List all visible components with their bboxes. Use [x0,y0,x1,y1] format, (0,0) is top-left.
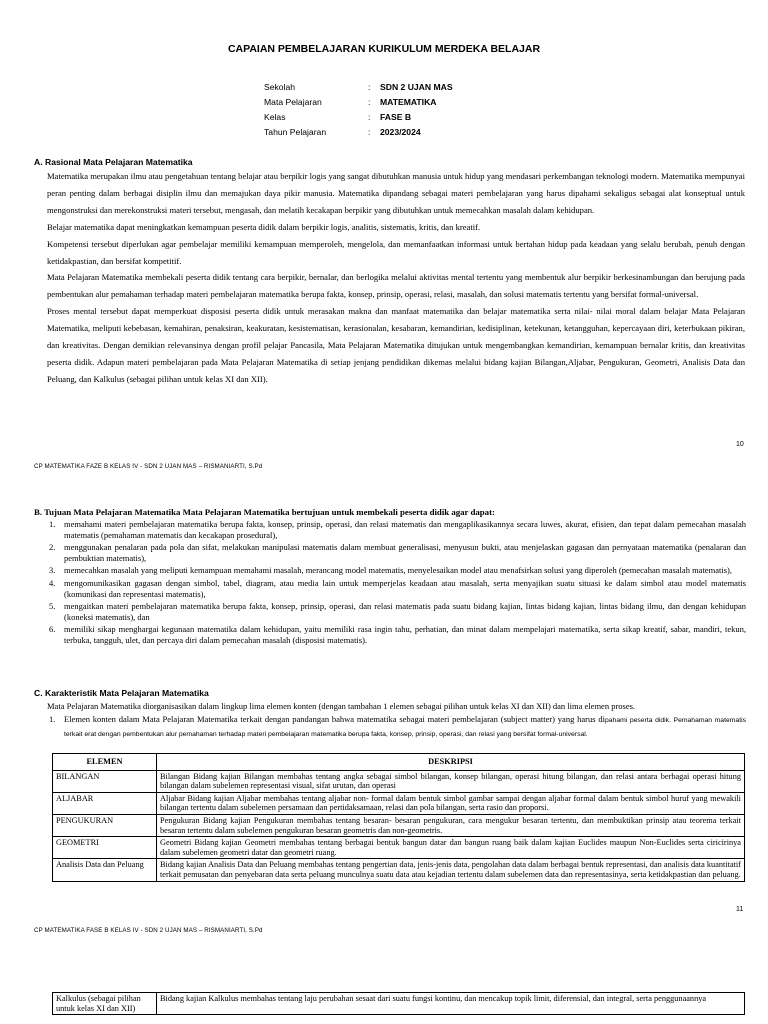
school-info-table [264,79,453,140]
item-number: 3. [49,565,56,576]
deskripsi-cell: Bilangan Bidang kajian Bilangan membahas tentang angka sebagai simbol bilangan, konsep bilangan, operasi hitung bilangan, dan relasi antara berbagai operasi hitung bilangan dalam subelemen representasi visual, sifat urutan, dan operasi [157,770,745,792]
info-row-tahun-pelajaran [264,125,453,140]
item-text: mengaitkan materi pembelajaran matematika berupa fakta, konsep, prinsip, operasi, dan relasi matematis pada suatu bidang kajian, lintas bidang kajian, lintas bidang ilmu, dan dengan kehidupan (koneksi matematis), dan [64,600,746,622]
list-item [49,519,746,541]
item-number: 2. [49,542,56,553]
deskripsi-cell: Pengukuran Bidang kajian Pengukuran membahas tentang besaran- besaran pengukuran, cara mengukur besaran tertentu, dan membuktikan prinsip atau teorema terkait besaran tertentu dalam subelemen pengukuran besaran geometris dan non-geometris. [157,814,745,836]
elemen-cell: PENGUKURAN [53,814,157,836]
content-element-item [49,713,746,741]
section-b-heading: B. Tujuan Mata Pelajaran Matematika Mata Pelajaran Matematika bertujuan untuk membekali peserta didik agar dapat: [34,507,495,517]
info-label: Kelas [264,111,286,122]
info-colon: : [368,81,371,92]
info-colon: : [368,96,371,107]
section-a-heading: A. Rasional Mata Pelajaran Matematika [34,157,193,167]
paragraph: Belajar matematika dapat meningkatkan kemampuan peserta didik dalam berpikir logis, analitis, sistematis, kritis, dan kreatif. [47,221,481,232]
column-header-elemen: ELEMEN [53,754,157,771]
column-header-deskripsi: DESKRIPSI [157,754,745,771]
table-row [53,993,745,1015]
info-value: MATEMATIKA [380,96,437,107]
paragraph: Matematika merupakan ilmu atau pengetahuan tentang belajar atau berpikir logis yang sangat dibutuhkan manusia untuk hidup yang mendasari perkembangan teknologi modern. Matematika mempunyai peran penting dalam berbagai disiplin ilmu dan memajukan daya pikir manusia. Matematika dipandang sebagai materi pembelajaran yang harus dipahami sekaligus sebagai alat konseptual untuk mengonstruksi dan merekonstruksi materi tersebut, mengasah, dan melatih kecakapan berpikir yang dibutuhkan untuk memecahkan masalah dalam kehidupan. [47,171,745,215]
table-row [53,770,745,792]
info-value: FASE B [380,111,412,122]
table-header-row [53,754,745,771]
item-text: mengomunikasikan gagasan dengan simbol, tabel, diagram, atau media lain untuk memperjelas keadaan atau masalah, serta menyajikan suatu situasi ke dalam simbol atau model matematis (komunikasi dan representasi matematis), [64,577,746,599]
objectives-list [49,519,746,647]
section-a-body [47,168,745,388]
item-text: memecahkan masalah yang meliputi kemampuan memahami masalah, merancang model matematis, menyelesaikan model atau menafsirkan solusi yang diperoleh (pemecahan masalah matematis), [64,565,732,576]
deskripsi-cell: Bidang kajian Analisis Data dan Peluang membahas tentang pengertian data, jenis-jenis data, pengolahan data dalam berbagai bentuk representasi, dan analisis data kuantitatif terkait pemusatan dan penyebaran data serta peluang munculnya suatu data atau kejadian tertentu dalam subelemen data dan representasinya, serta ketidakpastian dan peluang. [157,859,745,881]
paragraph: Mata Pelajaran Matematika membekali peserta didik tentang cara berpikir, bernalar, dan berlogika melalui aktivitas mental tertentu yang membentuk alur berpikir berkesinambungan dan berujung pada pembentukan alur pemahaman terhadap materi pembelajaran matematika berupa fakta, konsep, prinsip, operasi, relasi, masalah, dan solusi matematis tertentu yang bersifat formal-universal. [47,272,745,300]
deskripsi-cell: Aljabar Bidang kajian Aljabar membahas tentang aljabar non- formal dalam bentuk simbol gambar sampai dengan aljabar formal dalam bentuk simbol huruf yang mewakili bilangan tertentu dalam subelemen persamaan dan pertidaksamaan, relasi dan pola bilangan, serta rasio dan proporsi. [157,792,745,814]
item-text: memahami materi pembelajaran matematika berupa fakta, konsep, prinsip, operasi, dan relasi matematis dan mengaplikasikannya secara luwes, akurat, efisien, dan tepat dalam pemecahan masalah matematis (pemahaman matematis dan kecakapan prosedural), [64,519,746,540]
paragraph: Kompetensi tersebut diperlukan agar pembelajar memiliki kemampuan memperoleh, mengelola, dan memanfaatkan informasi untuk bertahan hidup pada keadaan yang selalu berubah, penuh dengan ketidakpastian, dan bersifat kompetitif. [47,238,745,266]
page-footer: CP MATEMATIKA FAZE B KELAS IV - SDN 2 UJAN MAS – RISMANIARTI, S.Pd [34,463,263,470]
info-row-mata-pelajaran [264,94,453,109]
deskripsi-cell: Bidang kajian Kalkulus membahas tentang laju perubahan sesaat dari suatu fungsi kontinu, dan mencakup topik limit, diferensial, dan integral, serta penggunaannya [157,993,745,1015]
item-text: menggunakan penalaran pada pola dan sifat, melakukan manipulasi matematis dalam membuat generalisasi, menyusun bukti, atau menjelaskan gagasan dan pernyataan matematika (penalaran dan pembuktian matematis), [64,542,746,564]
item-number: 4. [49,577,56,588]
elemen-cell: GEOMETRI [53,837,157,859]
info-value: 2023/2024 [380,127,421,138]
item-text [64,713,746,741]
table-row [53,859,745,881]
item-text-main: Elemen konten dalam Mata Pelajaran Matematika terkait dengan pandangan bahwa matematika sebagai materi pembelajaran (subject matter) yang harus di [64,714,605,724]
info-row-sekolah [264,79,453,94]
table-row [53,814,745,836]
item-number: 1. [49,519,56,529]
section-c-intro: Mata Pelajaran Matematika diorganisasikan dalam lingkup lima elemen konten (dengan tambahan 1 elemen sebagai pilihan untuk kelas XI dan XII) dan lima elemen proses. [47,701,636,711]
item-number: 5. [49,600,56,611]
list-item [49,565,746,576]
paragraph: Proses mental tersebut dapat memperkuat disposisi peserta didik untuk merasakan makna dan manfaat matematika dan belajar matematika serta nilai- nilai moral dalam belajar Mata Pelajaran Matematika, meliputi kebebasan, kemahiran, penaksiran, keakuratan, kesistematisan, kerasionalan, kesabaran, kemandirian, kedisiplinan, ketekunan, ketangguhan, kepercayaan diri, keterbukaan pikiran, dan kreativitas. Dengan demikian relevansinya dengan profil pelajar Pancasila, Mata Pelajaran Matematika ditujukan untuk mengembangkan kemandirian, kemampuan bernalar kritis, dan kreativitas peserta didik. Adapun materi pembelajaran pada Mata Pelajaran Matematika di setiap jenjang pendidikan dikemas melalui bidang kajian Bilangan,Aljabar, Pengukuran, Geometri, Analisis Data dan Peluang, dan Kalkulus (sebagai pilihan untuk kelas XI dan XII). [47,306,745,384]
elemen-table-continued [52,992,745,1015]
document-title: CAPAIAN PEMBELAJARAN KURIKULUM MERDEKA BELAJAR [227,43,541,55]
table-row [53,837,745,859]
elemen-table [52,753,745,882]
info-label: Sekolah [264,81,296,92]
item-text-small: pahami peserta didik. Pemahaman matematis terkait erat dengan pembentukan alur pemahaman terhadap materi pembelajaran matematika berupa fakta, konsep, prinsip, operasi, dan relasi yang bersifat formal-universal. [64,717,746,738]
info-label: Mata Pelajaran [264,96,322,107]
item-text: memiliki sikap menghargai kegunaan matematika dalam kehidupan, yaitu memiliki rasa ingin tahu, perhatian, dan minat dalam mempelajari matematika, serta sikap kreatif, sabar, mandiri, tekun, terbuka, tangguh, ulet, dan percaya diri dalam pemecahan masalah (disposisi matematis). [64,623,746,645]
info-row-kelas [264,109,453,124]
elemen-cell: Analisis Data dan Peluang [53,859,157,881]
elemen-cell: BILANGAN [53,770,157,792]
info-colon: : [368,127,371,138]
page-footer: CP MATEMATIKA FASE B KELAS IV - SDN 2 UJAN MAS – RISMANIARTI, S.Pd [34,927,263,934]
info-label: Tahun Pelajaran [264,127,327,138]
deskripsi-cell: Geometri Bidang kajian Geometri membahas tentang berbagai bentuk bangun datar dan bangun ruang baik dalam kajian Euclides maupun Non-Euclides serta ciricirinya dalam subelemen geometri datar dan geometri ruang. [157,837,745,859]
list-item [49,624,746,646]
info-value: SDN 2 UJAN MAS [380,81,453,92]
item-number: 6. [49,623,56,634]
table-row [53,792,745,814]
list-item [49,542,746,564]
list-item [49,578,746,600]
item-number: 1. [49,714,56,724]
page-number: 10 [736,441,744,448]
elemen-cell: Kalkulus (sebagai pilihan untuk kelas XI dan XII) [53,993,157,1015]
info-colon: : [368,111,371,122]
page-number: 11 [736,906,744,913]
elemen-cell: ALJABAR [53,792,157,814]
list-item [49,601,746,623]
section-c-heading: C. Karakteristik Mata Pelajaran Matematika [34,688,209,698]
